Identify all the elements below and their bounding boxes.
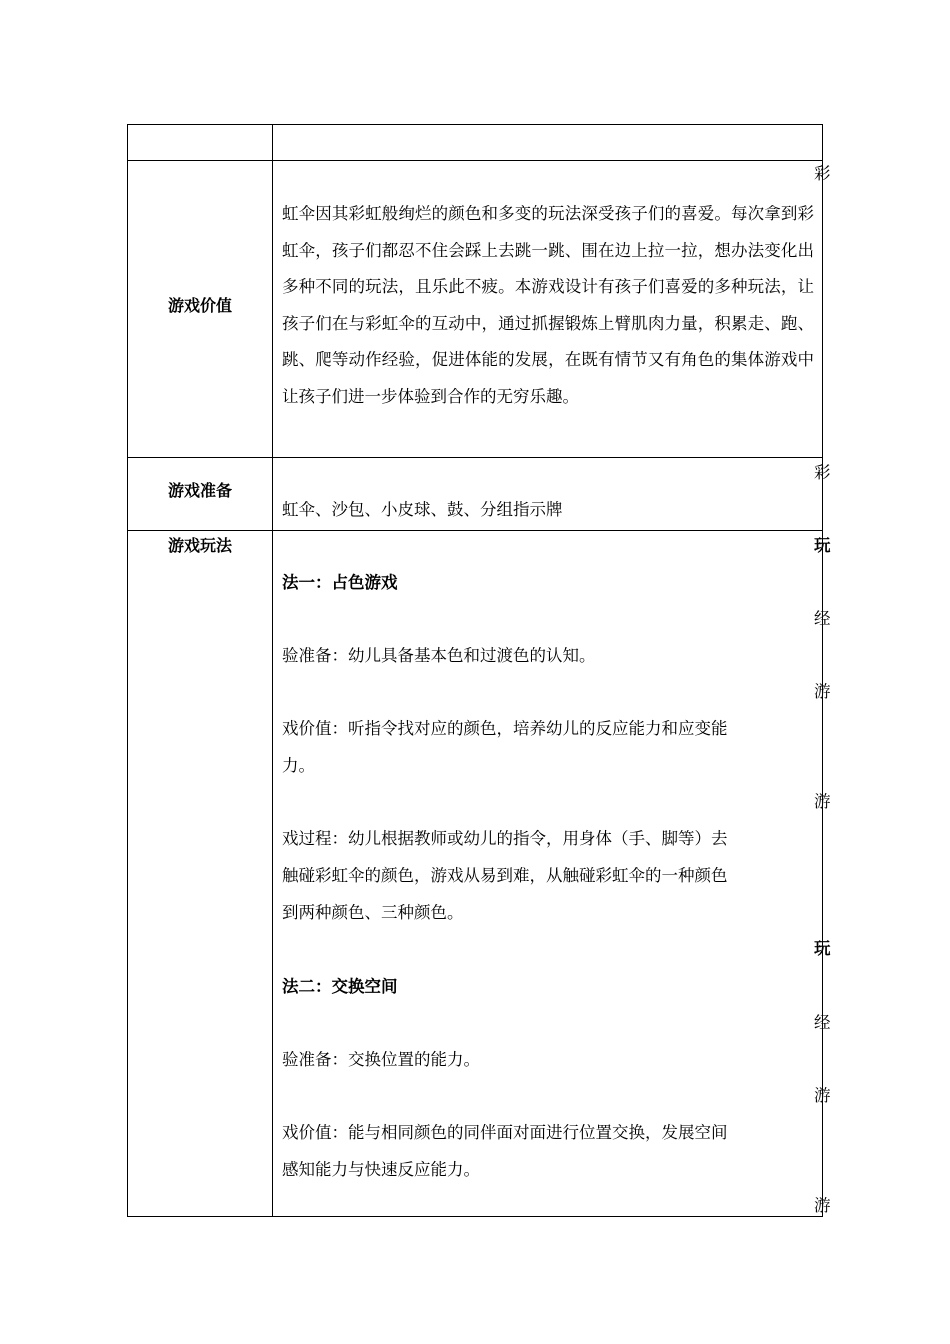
lead-char: 玩 xyxy=(814,536,831,555)
lead-char: 游 xyxy=(814,1086,831,1105)
method-2-value-line-1: 戏价值：能与相同颜色的同伴面对面进行位置交换，发展空间 xyxy=(282,1123,728,1142)
table-border-bottom xyxy=(127,1216,823,1217)
method-2-experience: 验准备：交换位置的能力。 xyxy=(282,1050,480,1069)
lead-char: 彩 xyxy=(814,463,831,482)
row-label-game-value: 游戏价值 xyxy=(167,296,232,315)
row-label-game-prep: 游戏准备 xyxy=(167,481,232,500)
lead-char: 玩 xyxy=(814,939,831,958)
method-2-title: 法二：交换空间 xyxy=(282,977,398,996)
method-1-value-line-1: 戏价值：听指令找对应的颜色，培养幼儿的反应能力和应变能 xyxy=(282,719,728,738)
method-1-process-line-2: 触碰彩虹伞的颜色，游戏从易到难，从触碰彩虹伞的一种颜色 xyxy=(282,866,728,885)
method-2-value-line-2: 感知能力与快速反应能力。 xyxy=(282,1160,480,1179)
table-border-top xyxy=(127,124,823,125)
lead-char: 经 xyxy=(814,1013,831,1032)
method-1-title: 法一：占色游戏 xyxy=(282,573,398,592)
table-row-divider xyxy=(127,530,823,531)
table-row-divider xyxy=(127,457,823,458)
row-label-game-play: 游戏玩法 xyxy=(167,536,232,555)
table-row-divider xyxy=(127,160,823,161)
lead-char: 游 xyxy=(814,792,831,811)
method-1-process-line-1: 戏过程：幼儿根据教师或幼儿的指令，用身体（手、脚等）去 xyxy=(282,829,728,848)
game-value-text: 虹伞因其彩虹般绚烂的颜色和多变的玩法深受孩子们的喜爱。每次拿到彩虹伞，孩子们都忍不住会踩上去跳一跳、围在边上拉一拉，想办法变化出多种不同的玩法，且乐此不疲。本游戏设计有孩子们喜爱的多种玩法，让孩子们在与彩虹伞的互动中，通过抓握锻炼上臂肌肉力量，积累走、跑、跳、爬等动作经验，促进体能的发展，在既有情节又有角色的集体游戏中让孩子们进一步体验到合作的无穷乐趣。 xyxy=(282,204,814,406)
method-1-value-line-2: 力。 xyxy=(282,756,315,775)
method-1-process-line-3: 到两种颜色、三种颜色。 xyxy=(282,903,464,922)
table-border-right xyxy=(822,124,823,1217)
table-column-divider xyxy=(272,124,273,1217)
lead-char: 游 xyxy=(814,1196,831,1215)
game-prep-text: 虹伞、沙包、小皮球、鼓、分组指示牌 xyxy=(282,500,563,519)
method-1-experience: 验准备：幼儿具备基本色和过渡色的认知。 xyxy=(282,646,596,665)
lead-char: 彩 xyxy=(814,164,831,183)
lead-char: 游 xyxy=(814,682,831,701)
lead-char: 经 xyxy=(814,609,831,628)
table-border-left xyxy=(127,124,128,1217)
